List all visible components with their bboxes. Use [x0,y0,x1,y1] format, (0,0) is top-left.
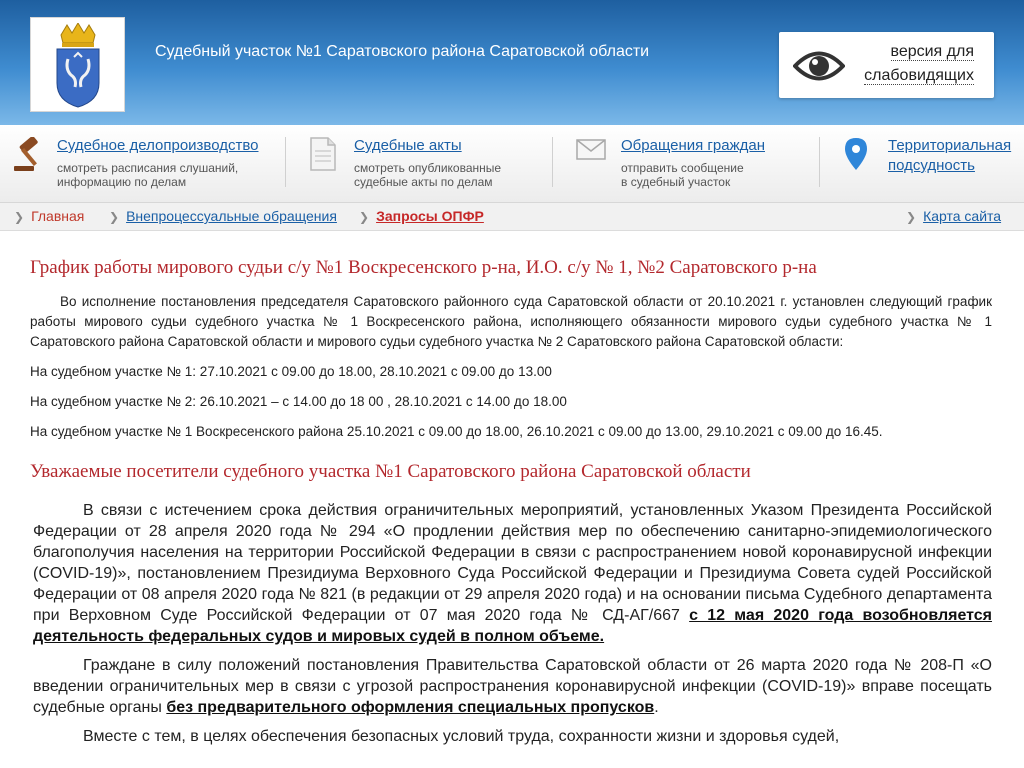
low-vision-label[interactable]: версия для слабовидящих [864,43,974,84]
nav-link-jurisdiction[interactable] [888,136,1011,176]
breadcrumb-section[interactable]: ❯ Внепроцессуальные обращения [109,208,337,224]
site-title: Судебный участок №1 Саратовского района Саратовской области [155,43,650,60]
nav-desc-line: смотреть расписания слушаний, [57,161,239,175]
nav-divider [819,137,820,187]
breadcrumb-current-label[interactable]: Запросы ОПФР [376,208,484,224]
breadcrumb-section-label[interactable]: Внепроцессуальные обращения [126,208,337,224]
site-header [0,0,1024,125]
nav-link-court-acts[interactable]: Судебные акты [354,137,462,154]
article-paragraph: Вместе с тем, в целях обеспечения безопасных условий труда, сохранности жизни и здоровья судей, [83,728,840,745]
schedule-line: На судебном участке № 1 Воскресенского района 25.10.2021 с 09.00 до 18.00, 26.10.2021 с 09.00 до 13.00, 29.10.2021 с 09.00 до 16.45. [30,424,883,439]
article-title-visitors: Уважаемые посетители судебного участка №1 Саратовского района Саратовской области [30,461,751,482]
paragraph-text: . [654,699,659,716]
coat-of-arms-icon [53,23,103,108]
nav-desc-line: информацию по делам [57,175,187,189]
main-nav [0,125,1024,203]
document-icon [309,137,337,171]
breadcrumb [0,203,1024,231]
breadcrumb-current[interactable]: ❯ Запросы ОПФР [359,208,484,224]
nav-desc-line: в судебный участок [621,175,731,189]
gavel-icon [12,137,46,173]
main-content [30,256,992,755]
nav-link-citizen-appeals[interactable]: Обращения граждан [621,137,765,154]
nav-desc-line: судебные акты по делам [354,175,493,189]
nav-item-case-management[interactable] [12,135,274,191]
nav-divider [285,137,286,187]
sitemap-link-label[interactable]: Карта сайта [923,208,1002,224]
envelope-icon [576,137,606,161]
eye-icon [793,47,845,85]
map-pin-icon [843,137,869,171]
low-vision-version-button[interactable] [779,32,994,98]
nav-link-case-management[interactable]: Судебное делопроизводство [57,137,259,154]
article-intro: Во исполнение постановления председателя Саратовского районного суда Саратовской области от 20.10.2021 г. установлен следующий график работы мирового судьи судебного участка № 1 Воскресенского района, исполняющего обязанности мирового судьи судебного участка № 1 Саратовского района Саратовской области и мирового судьи судебного участка № 2 Саратовского района Саратовской области: [30,294,992,349]
nav-desc-line: смотреть опубликованные [354,161,502,175]
nav-divider [552,137,553,187]
breadcrumb-home-label[interactable]: Главная [31,208,85,224]
paragraph-emphasis: без предварительного оформления специальных пропусков [166,699,655,716]
article-title-schedule: График работы мирового судьи с/у №1 Воскресенского р-на, И.О. с/у № 1, №2 Саратовского р-на [30,257,817,278]
nav-desc-line: отправить сообщение [621,161,744,175]
breadcrumb-home[interactable]: ❯ Главная [14,208,85,224]
nav-item-jurisdiction[interactable] [843,135,1018,191]
sitemap-link[interactable]: ❯ Карта сайта [906,208,1002,224]
paragraph-text: Граждане в силу положений постановления Правительства Саратовской области от 26 марта 2020 года № 208-П «О введении ограничительных мер в связи с угрозой распространения коронавирусной инфекции (COVID-19)» вправе посещать судебные органы [33,657,992,716]
schedule-line: На судебном участке № 1: 27.10.2021 с 09.00 до 18.00, 28.10.2021 с 09.00 до 13.00 [30,364,552,379]
article-paragraph [33,500,992,647]
article-paragraph [33,655,992,718]
coat-of-arms-logo[interactable] [30,17,125,112]
nav-item-citizen-appeals[interactable] [576,135,806,191]
paragraph-text: В связи с истечением срока действия ограничительных мероприятий, установленных Указом Президента Российской Федерации от 28 апреля 2020 года № 294 «О продлении действия мер по обеспечению санитарно-эпидемиологического благополучия населения на территории Российской Федерации в связи с распространением новой коронавирусной инфекции (COVID-19)», постановлением Президиума Верховного Суда Российской Федерации и Президиума Совета судей Российской Федерации от 08 апреля 2020 года № 821 (в редакции от 29 апреля 2020 года) и на основании письма Судебного департамента при Верховном Суде Российской Федерации от 07 мая 2020 года № СД-АГ/667 [33,502,992,624]
paragraph-emphasis: с 12 мая 2020 года возобновляется деятельность федеральных судов и мировых судей в полном объеме. [33,607,992,645]
nav-link-jurisdiction-text[interactable]: Территориальная подсудность [888,137,1012,174]
nav-item-court-acts[interactable] [309,135,529,191]
schedule-line: На судебном участке № 2: 26.10.2021 – с 14.00 до 18 00 , 28.10.2021 с 14.00 до 18.00 [30,394,567,409]
